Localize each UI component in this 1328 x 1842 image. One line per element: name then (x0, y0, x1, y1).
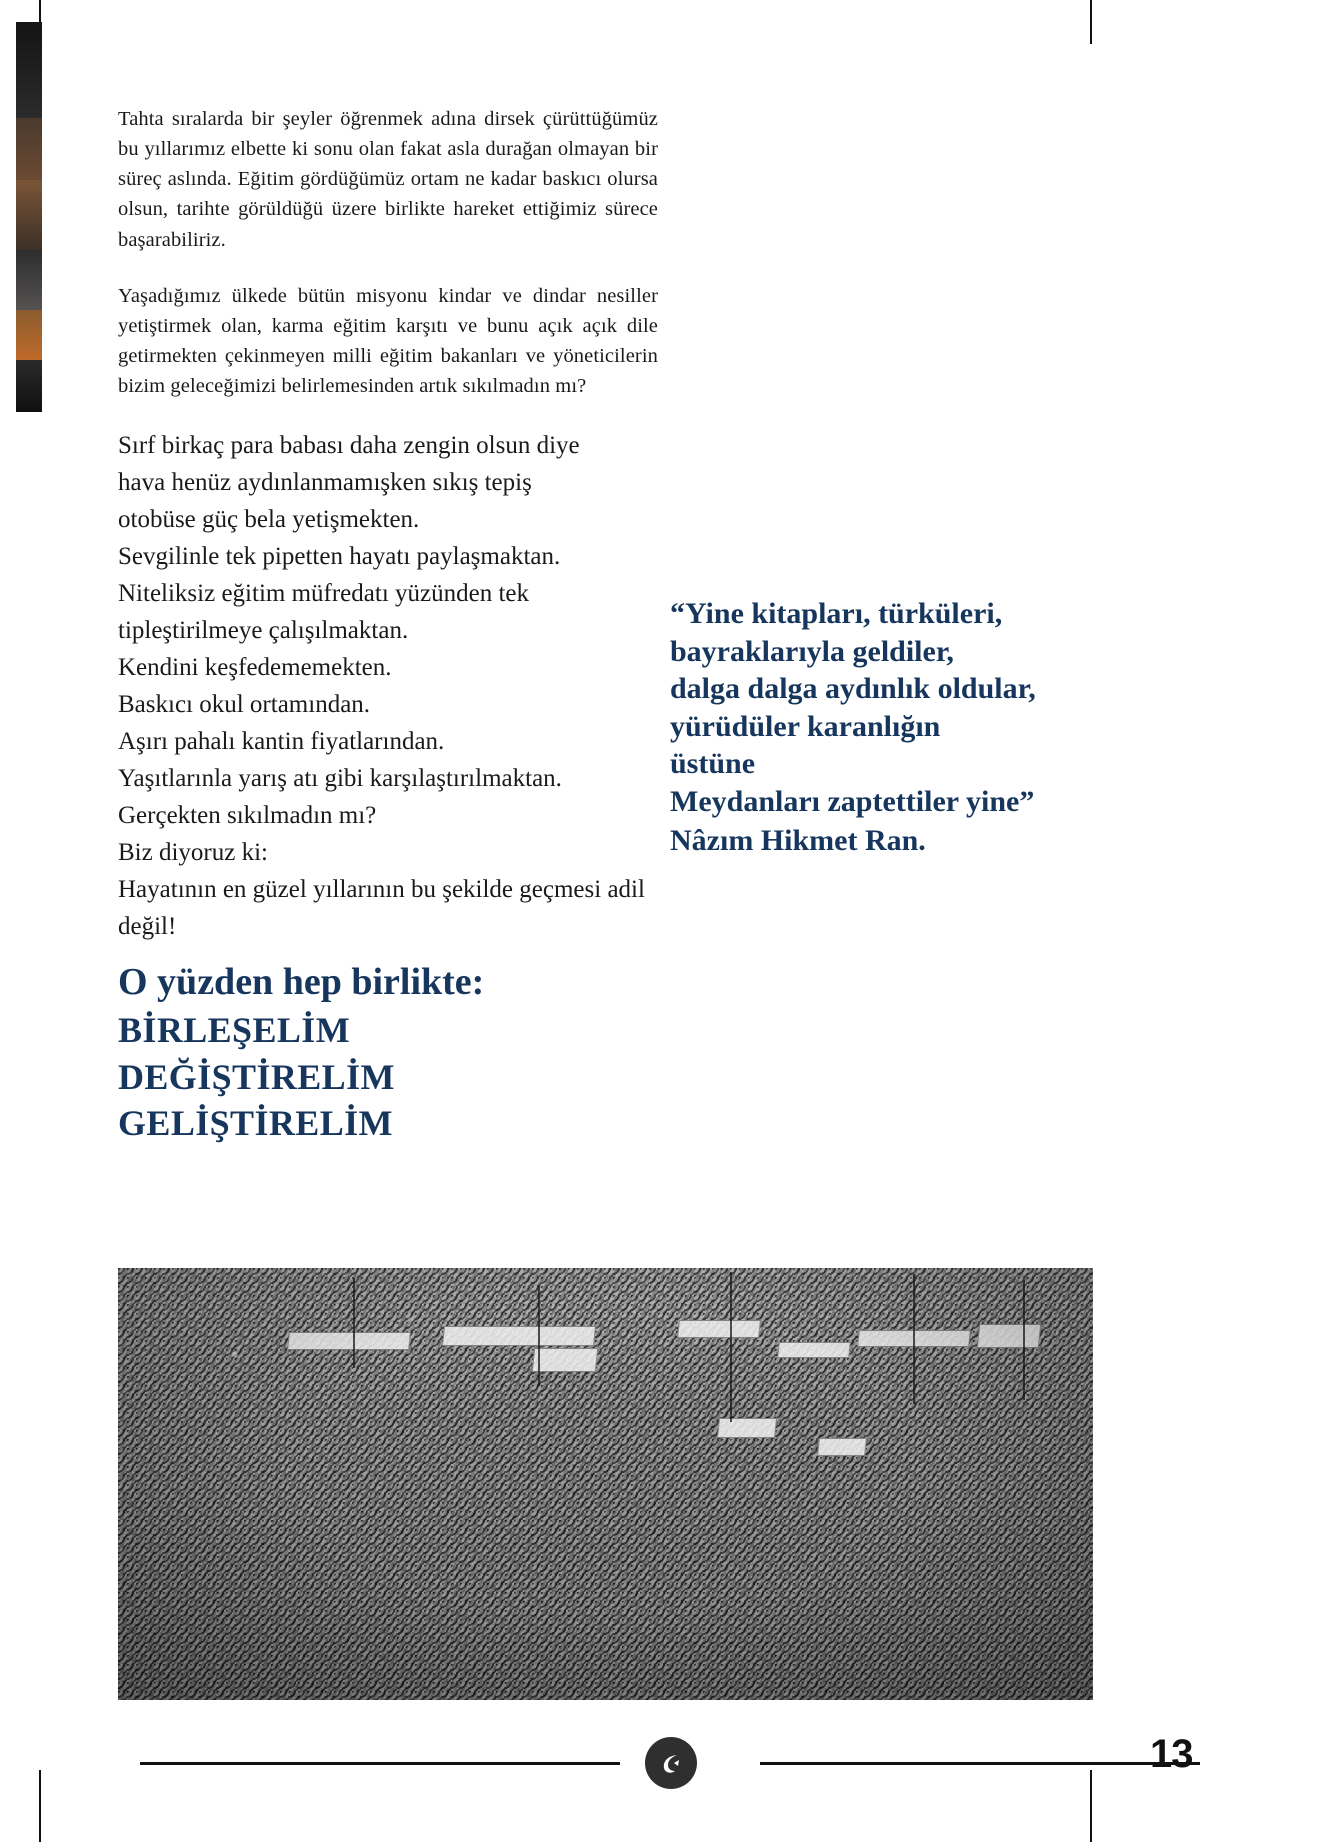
verse-line: Biz diyoruz ki: (118, 839, 268, 867)
verse-line: Hayatının en güzel yıllarının bu şekilde geçmesi adil değil! (118, 876, 652, 941)
organization-logo-icon (645, 1737, 697, 1789)
slogan-line-1: BİRLEŞELİM (118, 1009, 351, 1050)
slogan-lead: O yüzden hep birlikte: (118, 961, 485, 1003)
verse-block (118, 427, 658, 945)
footer-rule-left (140, 1762, 620, 1765)
footer-rule-right (760, 1762, 1200, 1765)
verse-line: Gerçekten sıkılmadın mı? (118, 802, 377, 830)
pull-quote-attribution: Nâzım Hikmet Ran. (670, 824, 926, 857)
slogan-line-3: GELİŞTİRELİM (118, 1103, 393, 1144)
pull-quote-line: Meydanları zaptettiler yine” (670, 784, 1035, 818)
verse-line: hava henüz aydınlanmamışken sıkış tepiş (118, 469, 532, 497)
pull-quote-line: dalga dalga aydınlık oldular, (670, 672, 1036, 705)
verse-line: Yaşıtlarınla yarış atı gibi karşılaştırılmaktan. (118, 765, 562, 793)
pull-quote-line: üstüne (670, 747, 756, 780)
pull-quote (670, 595, 1230, 860)
crop-mark-top-right (1090, 0, 1092, 44)
crop-mark-bottom-right (1090, 1770, 1092, 1842)
body-paragraph-1: Tahta sıralarda bir şeyler öğrenmek adına dirsek çürüttüğümüz bu yıllarımız elbette ki sonu olan fakat asla durağan olmayan bir süreç aslında. Eğitim gördüğümüz ortam ne kadar baskıcı olursa olsun, tarihte görüldüğü üzere birlikte hareket ettiğimiz sürece başarabiliriz. (118, 108, 658, 251)
verse-line: Sevgilinle tek pipetten hayatı paylaşmaktan. (118, 543, 561, 571)
pull-quote-line: bayraklarıyla geldiler, (670, 634, 954, 668)
verse-line: Niteliksiz eğitim müfredatı yüzünden tek (118, 580, 529, 608)
photo-vignette (118, 1268, 1093, 1700)
pull-quote-line: yürüdüler karanlığın (670, 709, 941, 743)
verse-line: tipleştirilmeye çalışılmaktan. (118, 617, 409, 645)
verse-line: otobüse güç bela yetişmekten. (118, 506, 420, 534)
page-number: 13 (1150, 1732, 1193, 1776)
body-paragraph-2: Yaşadığımız ülkede bütün misyonu kindar ve dindar nesiller yetiştirmek olan, karma eğitim karşıtı ve bunu açık açık dile getirmekten çekinmeyen milli eğitim bakanları ve yöneticilerin bizim geleceğimizi belirlemesinden artık sıkılmadın mı? (118, 284, 658, 397)
slogan-block (118, 960, 738, 1147)
slogan-line-2: DEĞİŞTİRELİM (118, 1056, 395, 1097)
verse-line: Aşırı pahalı kantin fiyatlarından. (118, 728, 445, 756)
pull-quote-line: “Yine kitapları, türküleri, (670, 597, 1003, 630)
verse-line: Baskıcı okul ortamından. (118, 691, 371, 719)
crowd-photograph (118, 1268, 1093, 1700)
page-edge-photo-strip (16, 22, 42, 412)
verse-line: Sırf birkaç para babası daha zengin olsun diye (118, 432, 580, 460)
crop-mark-bottom-left (39, 1770, 41, 1842)
article-left-column (118, 104, 658, 945)
verse-line: Kendini keşfedememekten. (118, 654, 392, 682)
